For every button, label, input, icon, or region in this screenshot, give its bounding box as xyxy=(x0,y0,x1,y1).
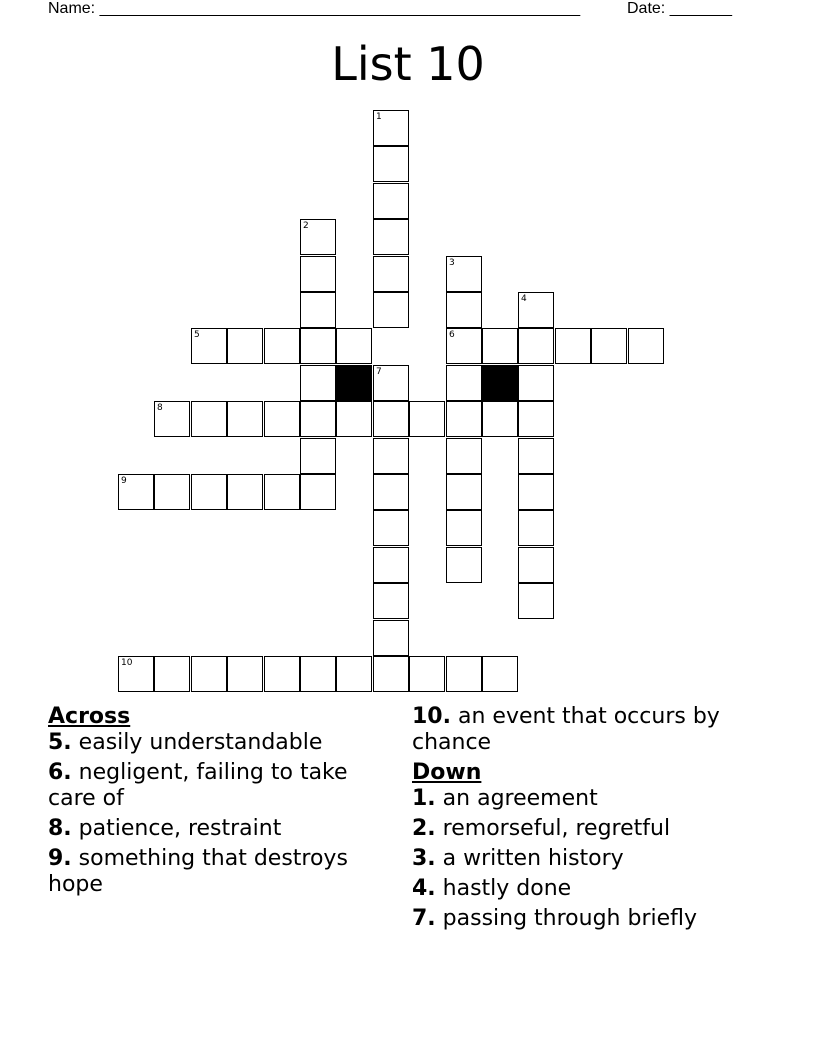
crossword-cell[interactable] xyxy=(518,547,554,583)
crossword-cell[interactable] xyxy=(118,474,154,510)
clue-text: a written history xyxy=(442,846,624,871)
date-field-label: Date: _______ xyxy=(627,0,732,17)
clue-down-2 xyxy=(412,816,772,842)
crossword-cell[interactable] xyxy=(373,365,409,401)
crossword-cell[interactable] xyxy=(154,401,190,437)
clue-text: hastly done xyxy=(442,876,572,901)
crossword-cell[interactable] xyxy=(446,474,482,510)
clue-number: 8. xyxy=(48,816,72,841)
crossword-cell[interactable] xyxy=(227,656,263,692)
crossword-cell[interactable] xyxy=(264,474,300,510)
crossword-cell[interactable] xyxy=(446,401,482,437)
crossword-cell[interactable] xyxy=(300,438,336,474)
crossword-cell[interactable] xyxy=(591,328,627,364)
crossword-cell[interactable] xyxy=(446,438,482,474)
clue-text: an event that occurs by chance xyxy=(412,704,720,755)
clue-number: 4. xyxy=(412,876,436,901)
down-heading: Down xyxy=(412,760,482,785)
clue-number: 5. xyxy=(48,730,72,755)
clue-number-label: 4 xyxy=(521,294,527,304)
clue-down-1 xyxy=(412,786,772,812)
clue-number-label: 6 xyxy=(449,330,455,340)
crossword-cell[interactable] xyxy=(555,328,591,364)
clue-across-8 xyxy=(48,816,388,842)
page-title: List 10 xyxy=(331,37,485,91)
crossword-cell[interactable] xyxy=(446,365,482,401)
crossword-cell[interactable] xyxy=(227,474,263,510)
crossword-cell[interactable] xyxy=(373,656,409,692)
clue-number-label: 9 xyxy=(121,476,127,486)
crossword-cell[interactable] xyxy=(373,547,409,583)
crossword-cell[interactable] xyxy=(373,219,409,255)
crossword-cell[interactable] xyxy=(446,656,482,692)
clue-number: 7. xyxy=(412,906,436,931)
name-field-label: Name: ______________________________________________________ xyxy=(48,0,581,17)
clue-across-6 xyxy=(48,760,388,812)
crossword-cell[interactable] xyxy=(336,328,372,364)
clue-number-label: 2 xyxy=(303,221,309,231)
crossword-cell[interactable] xyxy=(118,656,154,692)
clue-text: easily understandable xyxy=(78,730,323,755)
crossword-cell[interactable] xyxy=(373,474,409,510)
clue-number-label: 10 xyxy=(121,658,133,668)
crossword-cell[interactable] xyxy=(518,510,554,546)
crossword-cell[interactable] xyxy=(336,656,372,692)
clue-text: negligent, failing to take care of xyxy=(48,760,348,811)
crossword-cell[interactable] xyxy=(373,256,409,292)
crossword-cell[interactable] xyxy=(373,146,409,182)
crossword-cell[interactable] xyxy=(300,365,336,401)
clue-text: an agreement xyxy=(442,786,598,811)
crossword-cell[interactable] xyxy=(446,547,482,583)
crossword-cell[interactable] xyxy=(227,401,263,437)
crossword-cell[interactable] xyxy=(373,583,409,619)
clue-text: patience, restraint xyxy=(78,816,282,841)
crossword-cell[interactable] xyxy=(191,328,227,364)
crossword-cell[interactable] xyxy=(446,510,482,546)
crossword-cell[interactable] xyxy=(191,474,227,510)
crossword-block-cell xyxy=(336,365,372,401)
crossword-cell[interactable] xyxy=(482,656,518,692)
crossword-block-cell xyxy=(482,365,518,401)
crossword-cell[interactable] xyxy=(373,292,409,328)
clue-number-label: 8 xyxy=(157,403,163,413)
crossword-cell[interactable] xyxy=(373,401,409,437)
across-heading: Across xyxy=(48,704,131,729)
crossword-cell[interactable] xyxy=(300,474,336,510)
crossword-cell[interactable] xyxy=(191,656,227,692)
clue-number-label: 7 xyxy=(376,367,382,377)
clue-down-3 xyxy=(412,846,772,872)
crossword-cell[interactable] xyxy=(518,438,554,474)
crossword-cell[interactable] xyxy=(373,510,409,546)
crossword-cell[interactable] xyxy=(300,401,336,437)
crossword-cell[interactable] xyxy=(300,256,336,292)
clue-text: something that destroys hope xyxy=(48,846,348,897)
crossword-cell[interactable] xyxy=(154,656,190,692)
crossword-cell[interactable] xyxy=(628,328,664,364)
crossword-cell[interactable] xyxy=(409,401,445,437)
clue-number-label: 1 xyxy=(376,112,382,122)
crossword-cell[interactable] xyxy=(518,401,554,437)
clue-number-label: 5 xyxy=(194,330,200,340)
clue-across-9 xyxy=(48,846,388,898)
clue-number: 3. xyxy=(412,846,436,871)
crossword-cell[interactable] xyxy=(518,328,554,364)
crossword-cell[interactable] xyxy=(482,401,518,437)
clue-down-7 xyxy=(412,906,772,932)
clue-across-10 xyxy=(412,704,772,756)
crossword-cell[interactable] xyxy=(264,328,300,364)
clue-across-5 xyxy=(48,730,388,756)
crossword-cell[interactable] xyxy=(518,365,554,401)
crossword-cell[interactable] xyxy=(446,328,482,364)
crossword-cell[interactable] xyxy=(373,620,409,656)
clues-right-column xyxy=(412,704,772,936)
crossword-cell[interactable] xyxy=(373,183,409,219)
crossword-cell[interactable] xyxy=(373,438,409,474)
crossword-cell[interactable] xyxy=(373,110,409,146)
clue-number: 6. xyxy=(48,760,72,785)
crossword-cell[interactable] xyxy=(518,474,554,510)
crossword-cell[interactable] xyxy=(227,328,263,364)
crossword-cell[interactable] xyxy=(300,328,336,364)
crossword-cell[interactable] xyxy=(191,401,227,437)
clues-left-column xyxy=(48,704,388,902)
clue-number: 10. xyxy=(412,704,451,729)
crossword-cell[interactable] xyxy=(300,656,336,692)
crossword-cell[interactable] xyxy=(518,292,554,328)
clue-number: 1. xyxy=(412,786,436,811)
clue-number: 2. xyxy=(412,816,436,841)
crossword-cell[interactable] xyxy=(154,474,190,510)
crossword-cell[interactable] xyxy=(409,656,445,692)
clue-text: remorseful, regretful xyxy=(442,816,671,841)
clue-text: passing through briefly xyxy=(442,906,698,931)
crossword-cell[interactable] xyxy=(300,292,336,328)
crossword-cell[interactable] xyxy=(446,256,482,292)
crossword-cell[interactable] xyxy=(482,328,518,364)
crossword-cell[interactable] xyxy=(264,656,300,692)
crossword-cell[interactable] xyxy=(518,583,554,619)
crossword-cell[interactable] xyxy=(336,401,372,437)
clue-down-4 xyxy=(412,876,772,902)
crossword-cell[interactable] xyxy=(264,401,300,437)
clue-number-label: 3 xyxy=(449,258,455,268)
crossword-cell[interactable] xyxy=(300,219,336,255)
clue-number: 9. xyxy=(48,846,72,871)
crossword-cell[interactable] xyxy=(446,292,482,328)
